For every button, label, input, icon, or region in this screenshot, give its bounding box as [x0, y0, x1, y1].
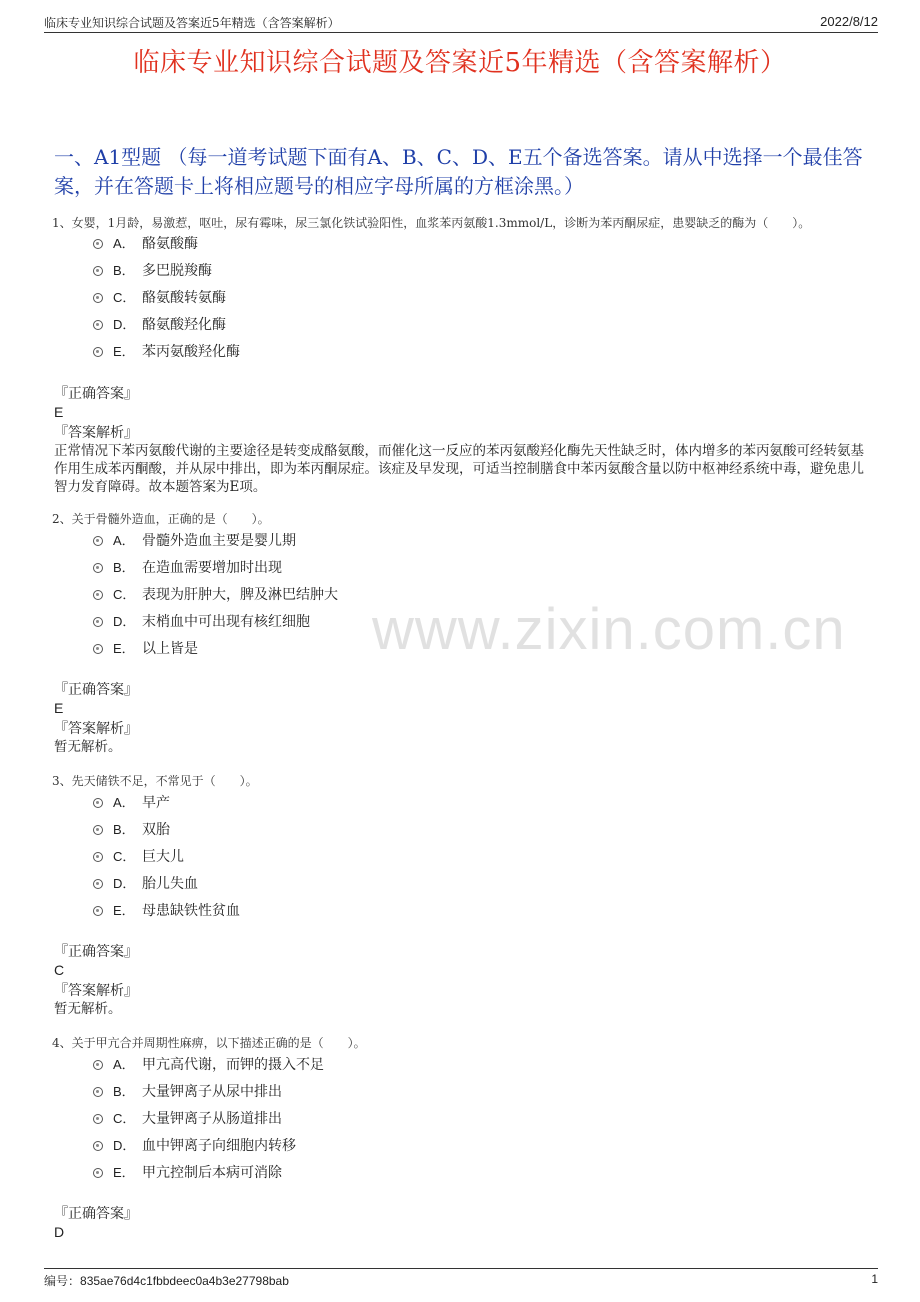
radio-button-icon[interactable]: [93, 617, 103, 627]
analysis-label: 『答案解析』: [54, 721, 138, 737]
option-letter: C．: [113, 290, 136, 305]
page-footer: [44, 1268, 878, 1291]
question-3-analysis: 暂无解析。: [54, 1001, 122, 1017]
document-code: [44, 1272, 289, 1289]
document-title: 临床专业知识综合试题及答案近5年精选（含答案解析）: [133, 48, 787, 78]
option-text: 骨髓外造血主要是婴儿期: [142, 533, 296, 549]
option-text: 酪氨酸转氨酶: [142, 290, 226, 306]
option-text: 早产: [142, 795, 170, 811]
question-2-answer: E: [54, 700, 64, 716]
option-text: 在造血需要增加时出现: [142, 560, 282, 576]
correct-answer-label: 『正确答案』: [54, 682, 138, 698]
option-text: 甲亢控制后本病可消除: [142, 1165, 282, 1181]
radio-button-icon[interactable]: [93, 1141, 103, 1151]
question-1-answer: E: [54, 404, 64, 420]
option-text: 巨大儿: [142, 849, 184, 865]
header-date: 2022/8/12: [820, 14, 878, 29]
option-letter: A．: [113, 795, 135, 810]
question-1-stem: 1、女婴，1月龄，易激惹，呕吐，尿有霉味，尿三氯化铁试验阳性，血浆苯丙氨酸1.3mmol/L，诊断为苯丙酮尿症，患婴缺乏的酶为（ ）。: [52, 216, 811, 230]
option-letter: D．: [113, 876, 136, 891]
correct-answer-label: 『正确答案』: [54, 1206, 138, 1222]
option-letter: E．: [113, 641, 135, 656]
radio-button-icon[interactable]: [93, 266, 103, 276]
section-heading: 一、A1型题 （每一道考试题下面有A、B、C、D、E五个备选答案。请从中选择一个最佳答案，并在答题卡上将相应题号的相应字母所属的方框涂黑。）: [54, 145, 863, 198]
radio-button-icon[interactable]: [93, 798, 103, 808]
option-letter: E．: [113, 903, 135, 918]
option-letter: D．: [113, 1138, 136, 1153]
radio-button-icon[interactable]: [93, 293, 103, 303]
radio-button-icon[interactable]: [93, 1060, 103, 1070]
document-code-label: 编号：: [44, 1274, 81, 1288]
question-2-analysis: 暂无解析。: [54, 739, 122, 755]
question-4-stem: 4、关于甲亢合并周期性麻痹，以下描述正确的是（ ）。: [52, 1036, 366, 1050]
option-text: 末梢血中可出现有核红细胞: [142, 614, 310, 630]
correct-answer-label: 『正确答案』: [54, 944, 138, 960]
option-letter: C．: [113, 1111, 136, 1126]
option-letter: C．: [113, 587, 136, 602]
option-letter: E．: [113, 344, 135, 359]
option-letter: B．: [113, 560, 135, 575]
header-doc-title: 临床专业知识综合试题及答案近5年精选（含答案解析）: [44, 16, 340, 30]
option-text: 母患缺铁性贫血: [142, 903, 240, 919]
option-letter: B．: [113, 1084, 135, 1099]
radio-button-icon[interactable]: [93, 563, 103, 573]
analysis-label: 『答案解析』: [54, 983, 138, 999]
document-code-value: 835ae76d4c1fbbdeec0a4b3e27798bab: [80, 1274, 289, 1288]
option-text: 血中钾离子向细胞内转移: [142, 1138, 296, 1154]
option-text: 大量钾离子从尿中排出: [142, 1084, 282, 1100]
radio-button-icon[interactable]: [93, 825, 103, 835]
option-letter: C．: [113, 849, 136, 864]
radio-button-icon[interactable]: [93, 347, 103, 357]
option-text: 胎儿失血: [142, 876, 198, 892]
option-letter: B．: [113, 263, 135, 278]
watermark: www.zixin.com.cn: [372, 597, 846, 662]
radio-button-icon[interactable]: [93, 320, 103, 330]
radio-button-icon[interactable]: [93, 852, 103, 862]
option-letter: A．: [113, 236, 135, 251]
radio-button-icon[interactable]: [93, 536, 103, 546]
analysis-label: 『答案解析』: [54, 425, 138, 441]
option-letter: A．: [113, 533, 135, 548]
option-text: 酪氨酸羟化酶: [142, 317, 226, 333]
question-3-stem: 3、先天储铁不足，不常见于（ ）。: [52, 774, 258, 788]
option-letter: D．: [113, 317, 136, 332]
option-text: 甲亢高代谢，而钾的摄入不足: [142, 1057, 324, 1073]
radio-button-icon[interactable]: [93, 906, 103, 916]
radio-button-icon[interactable]: [93, 1087, 103, 1097]
option-text: 以上皆是: [142, 641, 198, 657]
option-letter: D．: [113, 614, 136, 629]
radio-button-icon[interactable]: [93, 879, 103, 889]
correct-answer-label: 『正确答案』: [54, 386, 138, 402]
question-3-answer: C: [54, 962, 65, 978]
option-letter: B．: [113, 822, 135, 837]
question-1-analysis: 正常情况下苯丙氨酸代谢的主要途径是转变成酪氨酸，而催化这一反应的苯丙氨酸羟化酶先天性缺乏时，体内增多的苯丙氨酸可经转氨基作用生成苯丙酮酸，并从尿中排出，即为苯丙酮尿症。该症及早发现，可适当控制膳食中苯丙氨酸含量以防中枢神经系统中毒，避免患儿智力发育障碍。故本题答案为E项。: [54, 443, 864, 495]
option-letter: E．: [113, 1165, 135, 1180]
option-text: 酪氨酸酶: [142, 236, 198, 252]
page-number: 1: [871, 1272, 878, 1286]
radio-button-icon[interactable]: [93, 1114, 103, 1124]
option-text: 苯丙氨酸羟化酶: [142, 344, 240, 360]
option-text: 多巴脱羧酶: [142, 263, 212, 279]
page-header: [44, 12, 878, 33]
question-4-answer: D: [54, 1224, 65, 1240]
option-text: 大量钾离子从肠道排出: [142, 1111, 282, 1127]
question-2-stem: 2、关于骨髓外造血，正确的是（ ）。: [52, 512, 270, 526]
option-text: 双胎: [142, 822, 170, 838]
radio-button-icon[interactable]: [93, 590, 103, 600]
radio-button-icon[interactable]: [93, 1168, 103, 1178]
radio-button-icon[interactable]: [93, 644, 103, 654]
radio-button-icon[interactable]: [93, 239, 103, 249]
option-text: 表现为肝肿大，脾及淋巴结肿大: [142, 587, 338, 603]
option-letter: A．: [113, 1057, 135, 1072]
